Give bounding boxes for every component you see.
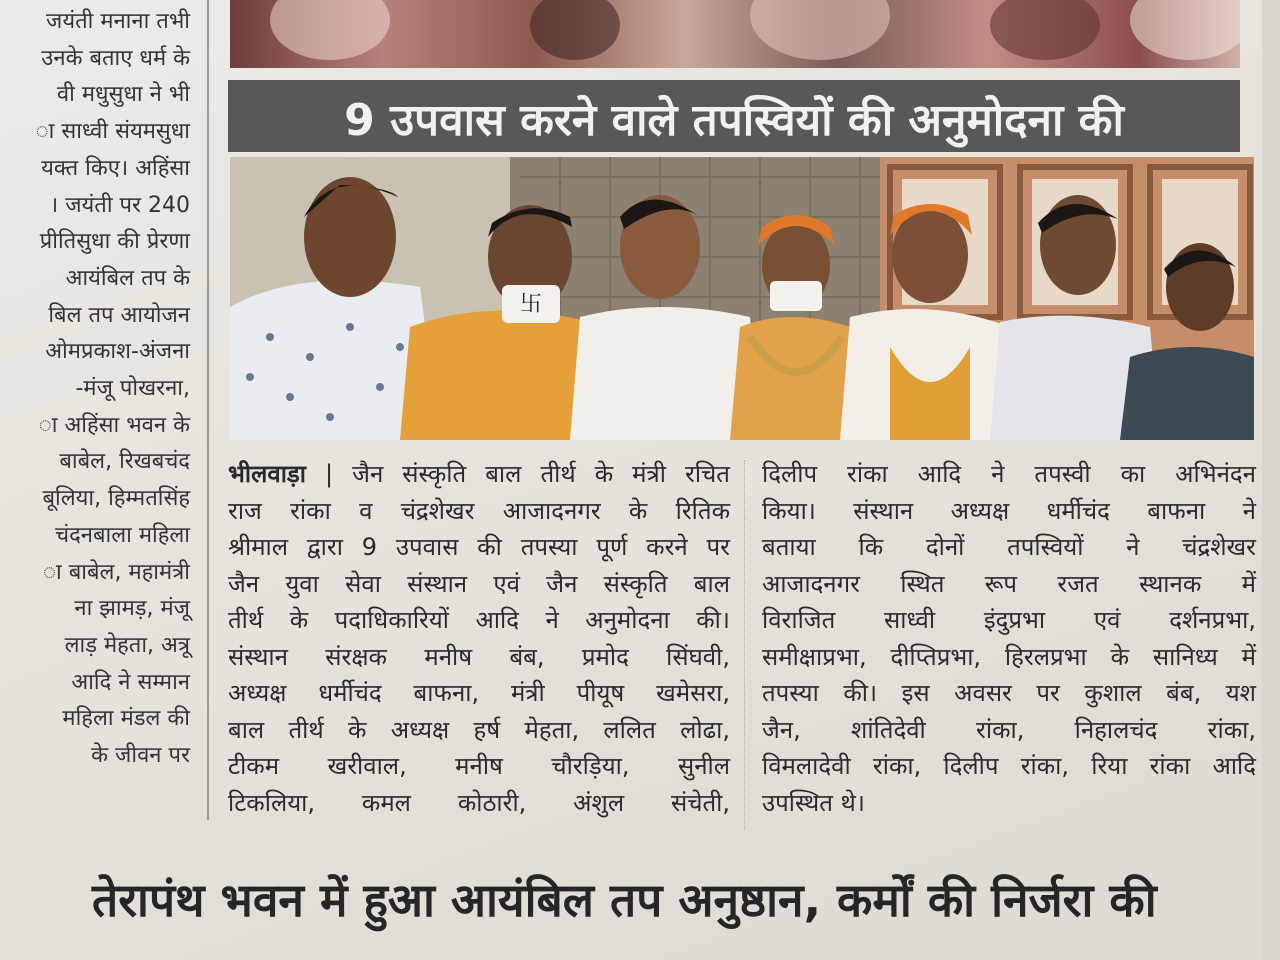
article-column-2 [762, 456, 1256, 821]
left-column-line: चंदनबाला महिला [55, 522, 190, 548]
article-line: तीर्थ के पदाधिकारियों आदि ने अनुमोदना की। [228, 606, 730, 634]
left-column-line: प्रीतिसुधा की प्रेरणा [39, 229, 190, 255]
dateline: भीलवाड़ा [228, 460, 306, 488]
left-column-line: महिला मंडल की [62, 706, 190, 732]
left-column-line: ा साध्वी संयमसुधा [35, 119, 190, 145]
article-line: दिलीप रांका आदि ने तपस्वी का अभिनंदन [762, 460, 1256, 488]
article-line: राज रांका व चंद्रशेखर आजादनगर के रितिक [228, 496, 730, 525]
left-column-line: बिल तप आयोजन [48, 302, 190, 328]
dateline-separator: | [325, 460, 334, 488]
left-column-line: बूलिया, हिम्मतसिंह [42, 486, 190, 512]
article-first-line-text: जैन संस्कृति बाल तीर्थ के मंत्री रचित [352, 460, 730, 488]
left-column-line: ा बाबेल, महामंत्री [42, 559, 190, 585]
article-line: जैन युवा सेवा संस्थान एवं जैन संस्कृति बाल [228, 569, 730, 598]
article-line: बताया कि दोनों तपस्वियों ने चंद्रशेखर [762, 533, 1256, 561]
article-line: अध्यक्ष धर्मीचंद बाफना, मंत्री पीयूष खमेसरा, [228, 679, 730, 707]
svg-text:卐: 卐 [519, 292, 543, 317]
column-divider [207, 0, 209, 820]
article-line: तपस्या की। इस अवसर पर कुशाल बंब, यश [762, 679, 1256, 707]
top-photo-strip [230, 0, 1240, 68]
left-column-line: बाबेल, रिखबचंद [59, 449, 190, 475]
page-edge [1262, 0, 1280, 960]
article-line: टिकलिया, कमल कोठारी, अंशुल संचेती, [228, 788, 730, 817]
article-line: टीकम खरीवाल, मनीष चौरड़िया, सुनील [228, 752, 730, 780]
next-article-headline: तेरापंथ भवन में हुआ आयंबिल तप अनुष्ठान, कर्मों की निर्जरा की [92, 873, 1157, 927]
article-line: उपस्थित थे। [762, 788, 865, 817]
article-line: किया। संस्थान अध्यक्ष धर्मीचंद बाफना ने [762, 496, 1256, 525]
left-column-line: ओमप्रकाश-अंजना [45, 339, 190, 365]
left-column-line: । जयंती पर 240 [49, 192, 190, 218]
left-column-line: आयंबिल तप के [65, 265, 190, 291]
left-column-line: जयंती मनाना तभी [46, 9, 190, 34]
article-line: विमलादेवी रांका, दिलीप रांका, रिया रांका आदि [762, 752, 1256, 780]
left-column-line: लाड़ मेहता, अत्रू [64, 632, 190, 658]
article-line: विराजित साध्वी इंदुप्रभा एवं दर्शनप्रभा, [762, 606, 1256, 634]
article-line: समीक्षाप्रभा, दीप्तिप्रभा, हिरलप्रभा के सानिध्य में [762, 642, 1256, 671]
group-photo-illustration [230, 157, 1254, 440]
article-line: जैन, शांतिदेवी रांका, निहालचंद रांका, [762, 715, 1256, 744]
article-column-1 [228, 456, 730, 821]
left-column-line: ना झामड़, मंजू [74, 596, 190, 622]
left-article-column [0, 4, 196, 804]
group-photo [230, 157, 1254, 440]
headline-bar [228, 80, 1240, 152]
article-line: संस्थान संरक्षक मनीष बंब, प्रमोद सिंघवी, [228, 642, 730, 671]
article-first-line [228, 456, 730, 493]
left-column-line: -मंजू पोखरना, [75, 376, 190, 401]
article-line: आजादनगर स्थित रूप रजत स्थानक में [762, 569, 1256, 598]
left-column-line: आदि ने सम्मान [71, 669, 190, 695]
article-column-divider [744, 460, 745, 830]
left-column-line: वी मधुसुधा ने भी [56, 82, 190, 108]
left-column-line: ा अहिंसा भवन के [38, 412, 190, 438]
article-line: बाल तीर्थ के अध्यक्ष हर्ष मेहता, ललित लोढा, [228, 715, 730, 744]
article-line: श्रीमाल द्वारा 9 उपवास की तपस्या पूर्ण करने पर [228, 533, 730, 561]
headline: 9 उपवास करने वाले तपस्वियों की अनुमोदना की [344, 95, 1124, 146]
bottom-cut-off-strip [0, 930, 1280, 960]
left-column-line: यक्त किए। अहिंसा [41, 155, 190, 181]
left-column-line: के जीवन पर [91, 743, 190, 768]
left-column-line: उनके बताए धर्म के [41, 45, 190, 71]
